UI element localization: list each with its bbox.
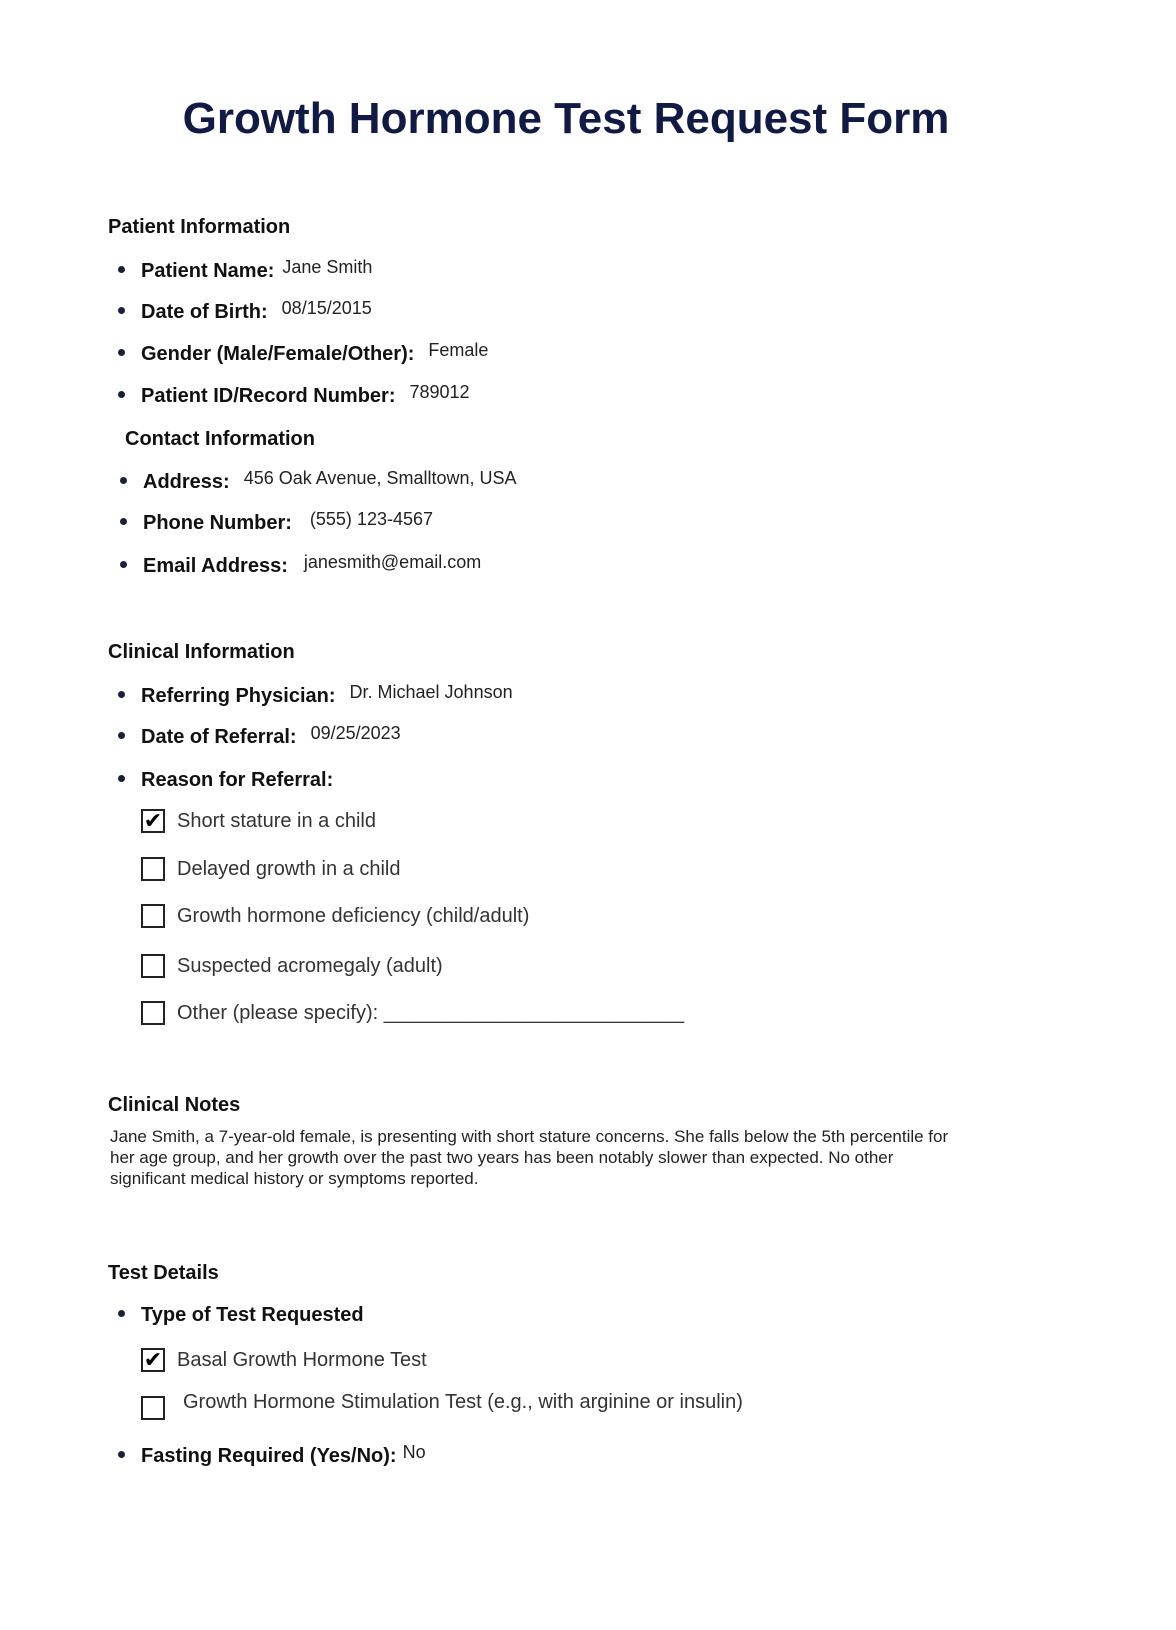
- section-heading-clinical: Clinical Information: [108, 641, 295, 663]
- checkbox-empty-icon[interactable]: [141, 954, 165, 978]
- field-value[interactable]: Dr. Michael Johnson: [349, 682, 513, 702]
- checkbox-label: Growth Hormone Stimulation Test (e.g., with arginine or insulin): [183, 1390, 743, 1413]
- bullet: [118, 691, 125, 698]
- checkbox-label: Delayed growth in a child: [177, 857, 401, 880]
- checkbox-empty-icon[interactable]: [141, 1001, 165, 1025]
- field-address: [120, 468, 517, 494]
- field-patient-id: [118, 382, 470, 408]
- field-reason-for-referral: [118, 769, 341, 792]
- field-date-of-birth: [118, 298, 372, 324]
- field-gender: [118, 340, 489, 366]
- field-value[interactable]: 456 Oak Avenue, Smalltown, USA: [243, 468, 517, 488]
- bullet: [118, 1310, 125, 1317]
- checkbox-empty-icon[interactable]: [141, 1396, 165, 1420]
- field-label: Referring Physician:: [141, 685, 336, 707]
- section-heading-notes: Clinical Notes: [108, 1094, 241, 1116]
- bullet: [118, 1451, 125, 1458]
- section-heading-test: Test Details: [108, 1262, 219, 1284]
- test-checkbox-basal[interactable]: [141, 1348, 427, 1372]
- checkbox-checked-icon[interactable]: ✔: [141, 809, 165, 833]
- checkbox-checked-icon[interactable]: ✔: [141, 1348, 165, 1372]
- reason-checkbox-other[interactable]: [141, 1001, 684, 1025]
- field-value[interactable]: (555) 123-4567: [309, 509, 433, 529]
- field-phone: [120, 509, 433, 535]
- reason-checkbox-gh-deficiency[interactable]: [141, 904, 529, 928]
- field-value[interactable]: janesmith@email.com: [303, 552, 482, 572]
- field-label: Patient ID/Record Number:: [141, 385, 396, 407]
- field-value[interactable]: Jane Smith: [282, 257, 373, 277]
- field-label: Address:: [143, 471, 230, 493]
- field-label: Phone Number:: [143, 512, 292, 534]
- field-test-type: [118, 1304, 372, 1327]
- field-label: Gender (Male/Female/Other):: [141, 343, 415, 365]
- checkbox-label: Basal Growth Hormone Test: [177, 1348, 427, 1371]
- field-label: Date of Referral:: [141, 726, 297, 748]
- checkbox-label: Short stature in a child: [177, 809, 376, 832]
- field-label: Reason for Referral:: [141, 769, 334, 791]
- field-label: Type of Test Requested: [141, 1304, 364, 1326]
- reason-checkbox-acromegaly[interactable]: [141, 954, 443, 978]
- field-email: [120, 552, 482, 578]
- bullet: [118, 391, 125, 398]
- section-heading-patient: Patient Information: [108, 216, 291, 238]
- field-referring-physician: [118, 682, 513, 708]
- field-value[interactable]: 789012: [409, 382, 470, 402]
- checkbox-empty-icon[interactable]: [141, 904, 165, 928]
- checkbox-label: Growth hormone deficiency (child/adult): [177, 904, 530, 927]
- bullet: [118, 775, 125, 782]
- field-label: Patient Name:: [141, 260, 275, 282]
- clinical-notes-text: Jane Smith, a 7-year-old female, is presenting with short stature concerns. She falls below the 5th percentile for her age group, and her growth over the past two years has been notably slower than expected. No other significant medical history or symptoms reported.: [110, 1127, 949, 1188]
- section-heading-contact: Contact Information: [125, 428, 315, 450]
- field-patient-name: [118, 257, 373, 283]
- field-value[interactable]: 09/25/2023: [310, 723, 401, 743]
- field-referral-date: [118, 723, 401, 749]
- field-value[interactable]: Female: [428, 340, 489, 360]
- checkbox-label: Suspected acromegaly (adult): [177, 954, 443, 977]
- field-value[interactable]: 08/15/2015: [281, 298, 372, 318]
- checkbox-empty-icon[interactable]: [141, 857, 165, 881]
- field-label: Email Address:: [143, 555, 288, 577]
- bullet: [118, 266, 125, 273]
- bullet: [120, 561, 127, 568]
- field-value[interactable]: No: [402, 1442, 426, 1462]
- reason-checkbox-short-stature[interactable]: [141, 809, 376, 833]
- field-fasting: [118, 1442, 426, 1468]
- bullet: [120, 477, 127, 484]
- bullet: [120, 518, 127, 525]
- checkbox-label: Other (please specify): ___________________________: [177, 1001, 685, 1024]
- page-title: Growth Hormone Test Request Form: [182, 94, 950, 143]
- test-checkbox-stimulation[interactable]: [141, 1390, 743, 1420]
- bullet: [118, 732, 125, 739]
- bullet: [118, 349, 125, 356]
- bullet: [118, 307, 125, 314]
- reason-checkbox-delayed-growth[interactable]: [141, 857, 400, 881]
- field-label: Fasting Required (Yes/No):: [141, 1445, 397, 1467]
- field-label: Date of Birth:: [141, 301, 268, 323]
